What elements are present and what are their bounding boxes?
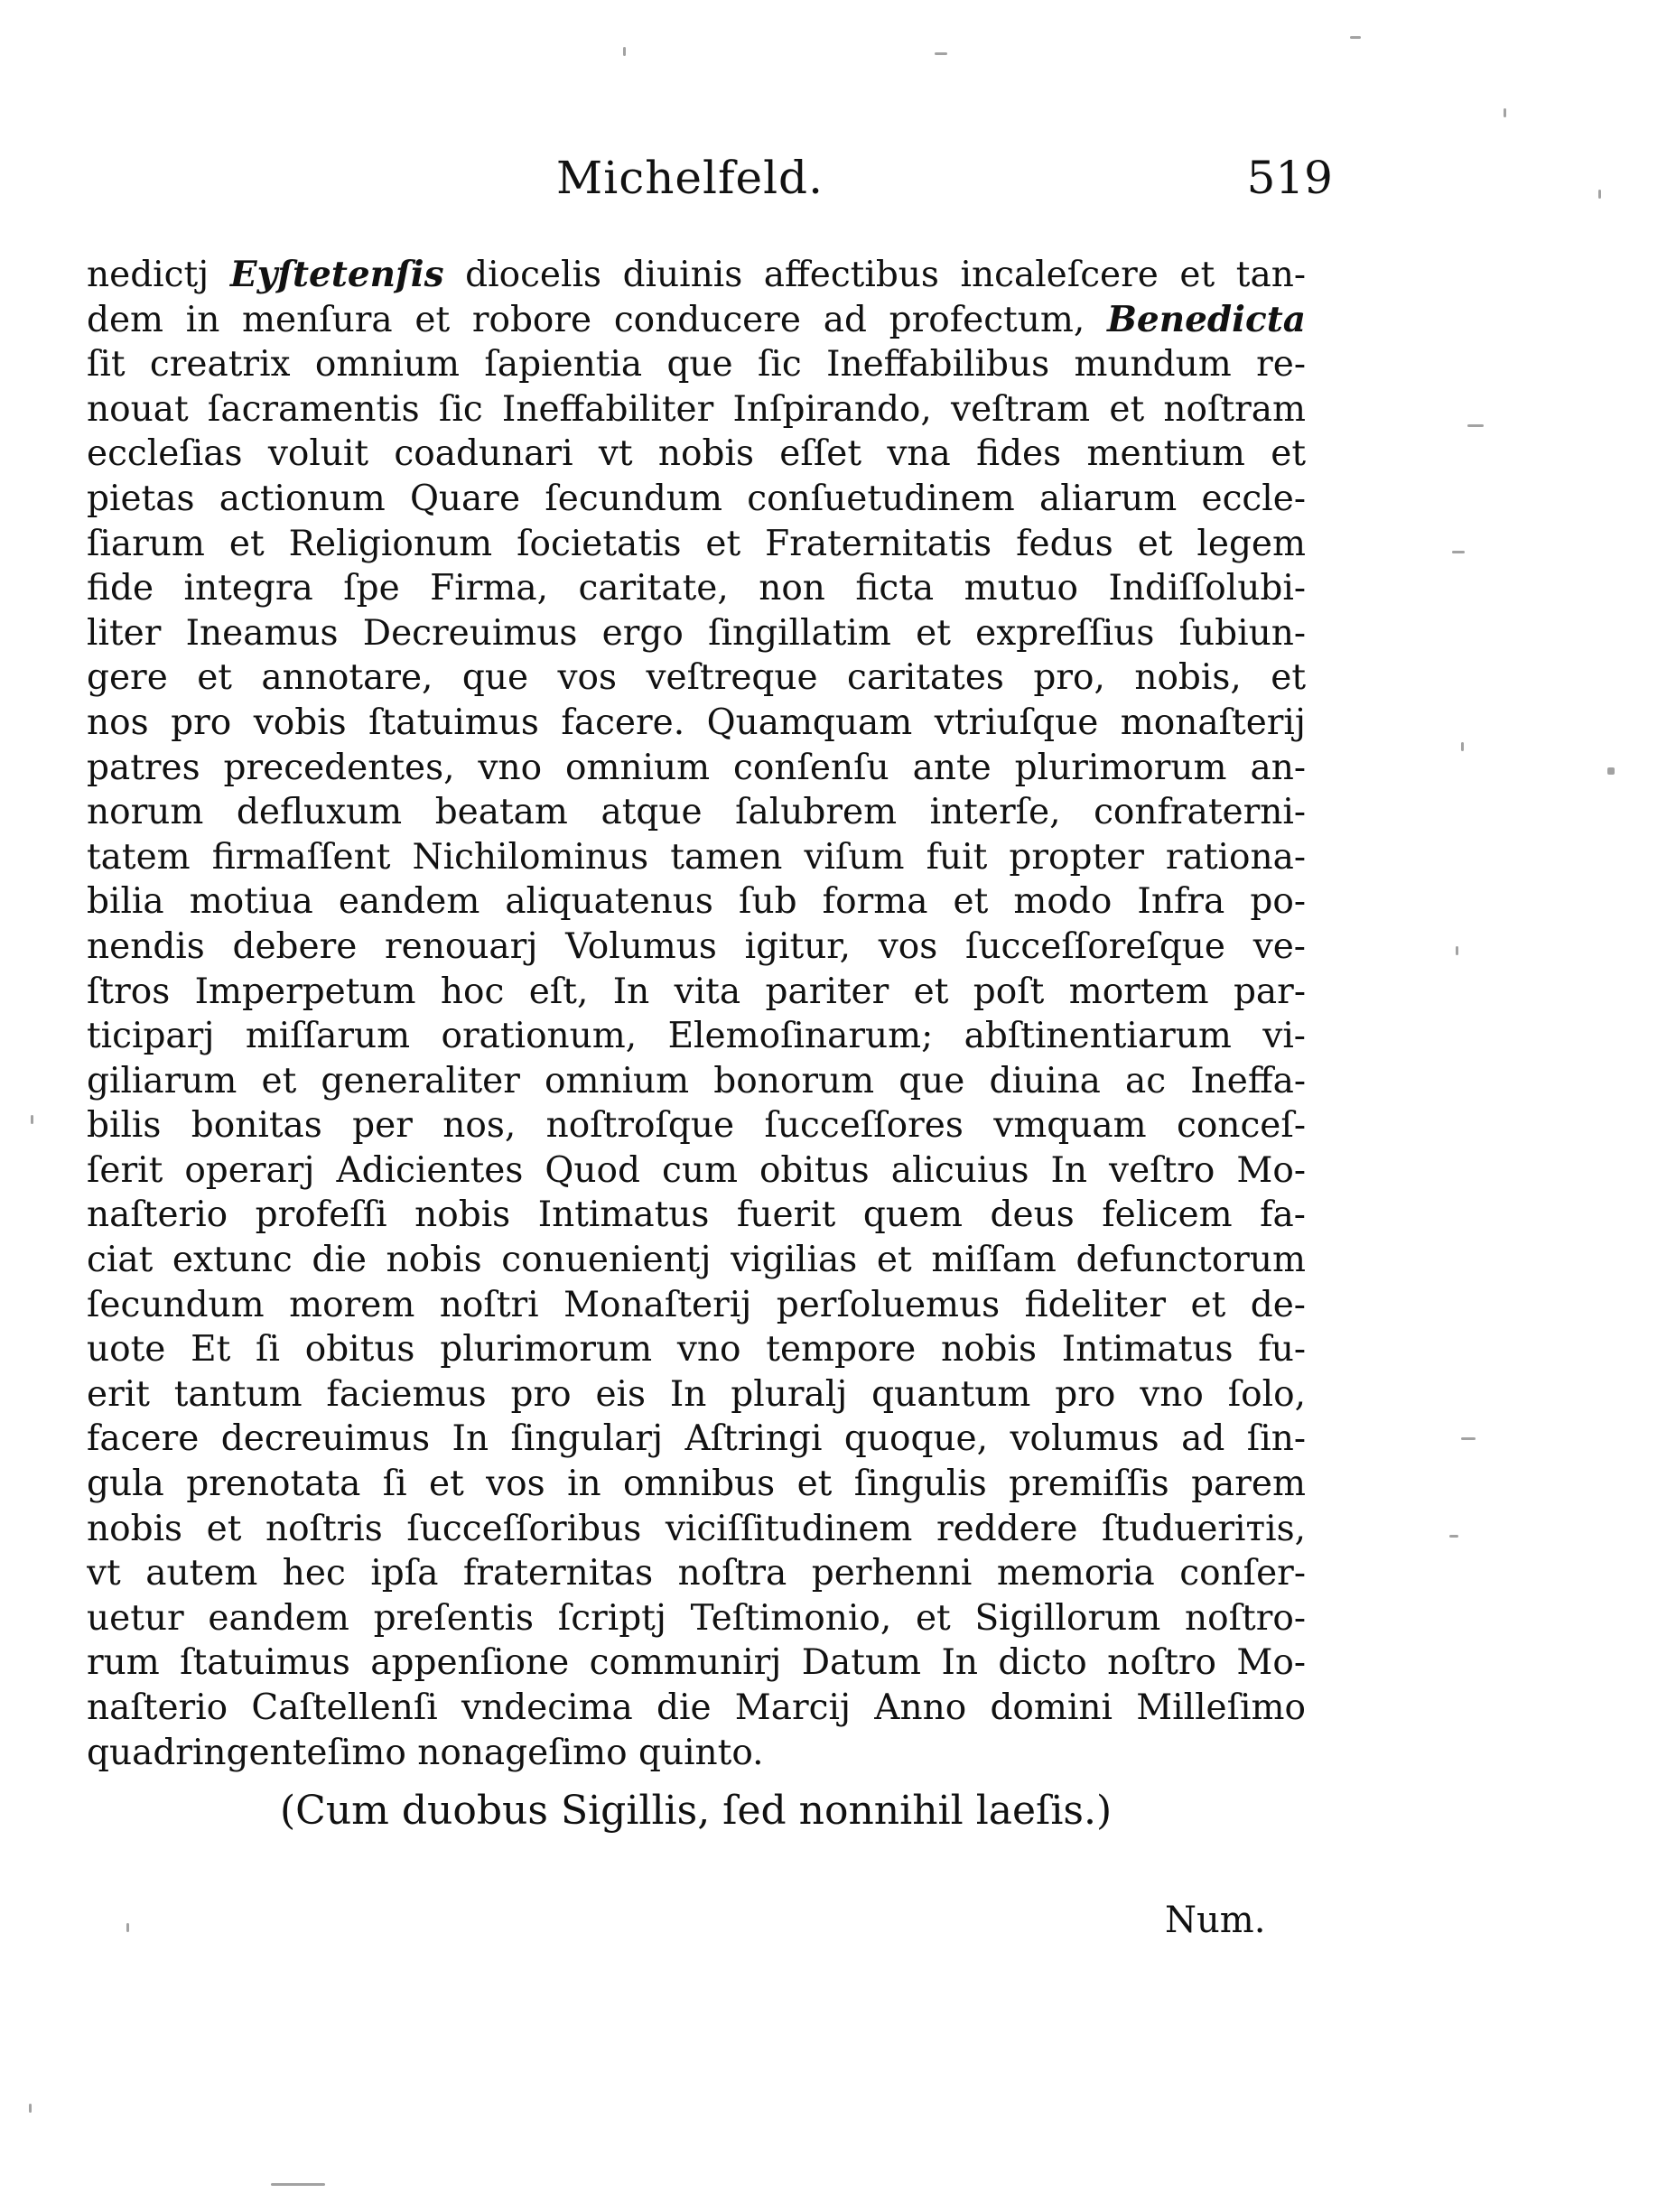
scan-speck — [29, 2104, 32, 2113]
text-line: fide integra ſpe Firma, caritate, non ficta mutuo Indiſſolubi- — [87, 568, 1306, 609]
text-line: pietas actionum Quare ſecundum conſuetudinem aliarum eccle- — [87, 478, 1306, 519]
scan-speck — [1452, 551, 1465, 553]
text-line: nouat ſacramentis ſic Ineffabiliter Inſpirando, veſtram et noſtram — [87, 388, 1306, 430]
scan-speck — [1449, 1535, 1458, 1538]
scan-speck — [1456, 946, 1458, 955]
text-line: bilis bonitas per nos, noſtroſque ſucceſſores vmquam conceſ- — [87, 1105, 1306, 1147]
text-line: vt autem hec ipſa fraternitas noſtra perhenni memoria conſer- — [87, 1553, 1306, 1594]
charter-text — [87, 253, 1306, 1775]
text-line: ſtros Imperpetum hoc eſt, In vita pariter et poſt mortem par- — [87, 971, 1306, 1012]
text-line: ſecundum morem noſtri Monaſterij perſoluemus fideliter et de- — [87, 1284, 1306, 1325]
page-number: 519 — [1246, 152, 1333, 204]
seal-note: (Cum duobus Sigillis, ſed nonnihil laeſis.) — [280, 1788, 1113, 1834]
text-line: nedictj Eyſtetenſis diocelis diuinis affectibus incaleſcere et tan- — [87, 254, 1306, 295]
text-line: liter Ineamus Decreuimus ergo ſingillatim et expreſſius ſubiun- — [87, 612, 1306, 654]
scan-speck — [126, 1923, 129, 1932]
text-line: uetur eandem preſentis ſcriptj Teſtimonio, et Sigillorum noſtro- — [87, 1597, 1306, 1639]
text-line: naſterio Caſtellenſi vndecima die Marcij Anno domini Milleſimo — [87, 1687, 1306, 1728]
text-line: gere et annotare, que vos veſtreque caritates pro, nobis, et — [87, 657, 1306, 699]
text-line: quadringenteſimo nonageſimo quinto. — [87, 1732, 764, 1773]
text-line: ticiparj miſſarum orationum, Elemoſinarum; abſtinentiarum vi- — [87, 1016, 1306, 1057]
running-title: Michelfeld. — [556, 152, 824, 204]
running-head — [87, 152, 1333, 215]
text-line: patres precedentes, vno omnium conſenſu ante plurimorum an- — [87, 747, 1306, 788]
scan-speck — [1607, 767, 1615, 775]
scan-speck — [1461, 742, 1464, 751]
scan-speck — [31, 1115, 33, 1124]
text-line: erit tantum faciemus pro eis In pluralj quantum pro vno ſolo, — [87, 1373, 1306, 1415]
text-line: tatem firmaſſent Nichilominus tamen viſum fuit propter rationa- — [87, 836, 1306, 878]
text-line: norum defluxum beatam atque ſalubrem interſe, confraterni- — [87, 792, 1306, 833]
text-line: facere decreuimus In ſingularj Aſtringi quoque, volumus ad ſin- — [87, 1418, 1306, 1460]
text-line: ciat extunc die nobis conuenientj vigilias et miſſam defunctorum — [87, 1240, 1306, 1281]
text-line: gula prenotata ſi et vos in omnibus et ſingulis premiſſis parem — [87, 1464, 1306, 1505]
scan-speck — [1598, 190, 1601, 199]
scan-speck — [935, 52, 947, 55]
text-line: ſiarum et Religionum ſocietatis et Fraternitatis fedus et legem — [87, 523, 1306, 564]
scan-speck — [1350, 36, 1361, 39]
scan-speck — [623, 47, 626, 56]
text-line: nobis et noſtris ſucceſſoribus viciſſitudinem reddere ſtuduerітis, — [87, 1508, 1306, 1549]
scan-speck — [1461, 1437, 1476, 1440]
text-line: nendis debere renouarj Volumus igitur, vos ſucceſſoreſque ve- — [87, 925, 1306, 967]
text-line: nos pro vobis ſtatuimus facere. Quamquam vtriuſque monaſterij — [87, 702, 1306, 743]
text-line: dem in menſura et robore conducere ad profectum, Benedicta — [87, 298, 1306, 340]
text-line: ſit creatrix omnium ſapientia que ſic Ineffabilibus mundum re- — [87, 344, 1306, 386]
text-line: rum ſtatuimus appenſione communirj Datum In dicto noſtro Mo- — [87, 1642, 1306, 1684]
text-line: naſterio profeſſi nobis Intimatus fuerit quem deus felicem fa- — [87, 1194, 1306, 1236]
emphasized-name: Benedicta — [1106, 298, 1306, 340]
text-line: ſerit operarj Adicientes Quod cum obitus alicuius In veſtro Mo- — [87, 1149, 1306, 1191]
text-line: uote Et ſi obitus plurimorum vno tempore nobis Intimatus fu- — [87, 1329, 1306, 1371]
text-line: bilia motiua eandem aliquatenus ſub forma et modo Infra po- — [87, 881, 1306, 923]
scan-speck — [1467, 424, 1484, 427]
text-line: eccleſias voluit coadunari vt nobis eſſet vna fides mentium et — [87, 433, 1306, 475]
text-line: giliarum et generaliter omnium bonorum que diuina ac Ineffa- — [87, 1060, 1306, 1101]
catchword: Num. — [1165, 1900, 1266, 1941]
emphasized-name: Eyſtetenſis — [229, 254, 444, 295]
scan-speck — [1504, 108, 1506, 117]
scan-speck — [271, 2183, 325, 2186]
